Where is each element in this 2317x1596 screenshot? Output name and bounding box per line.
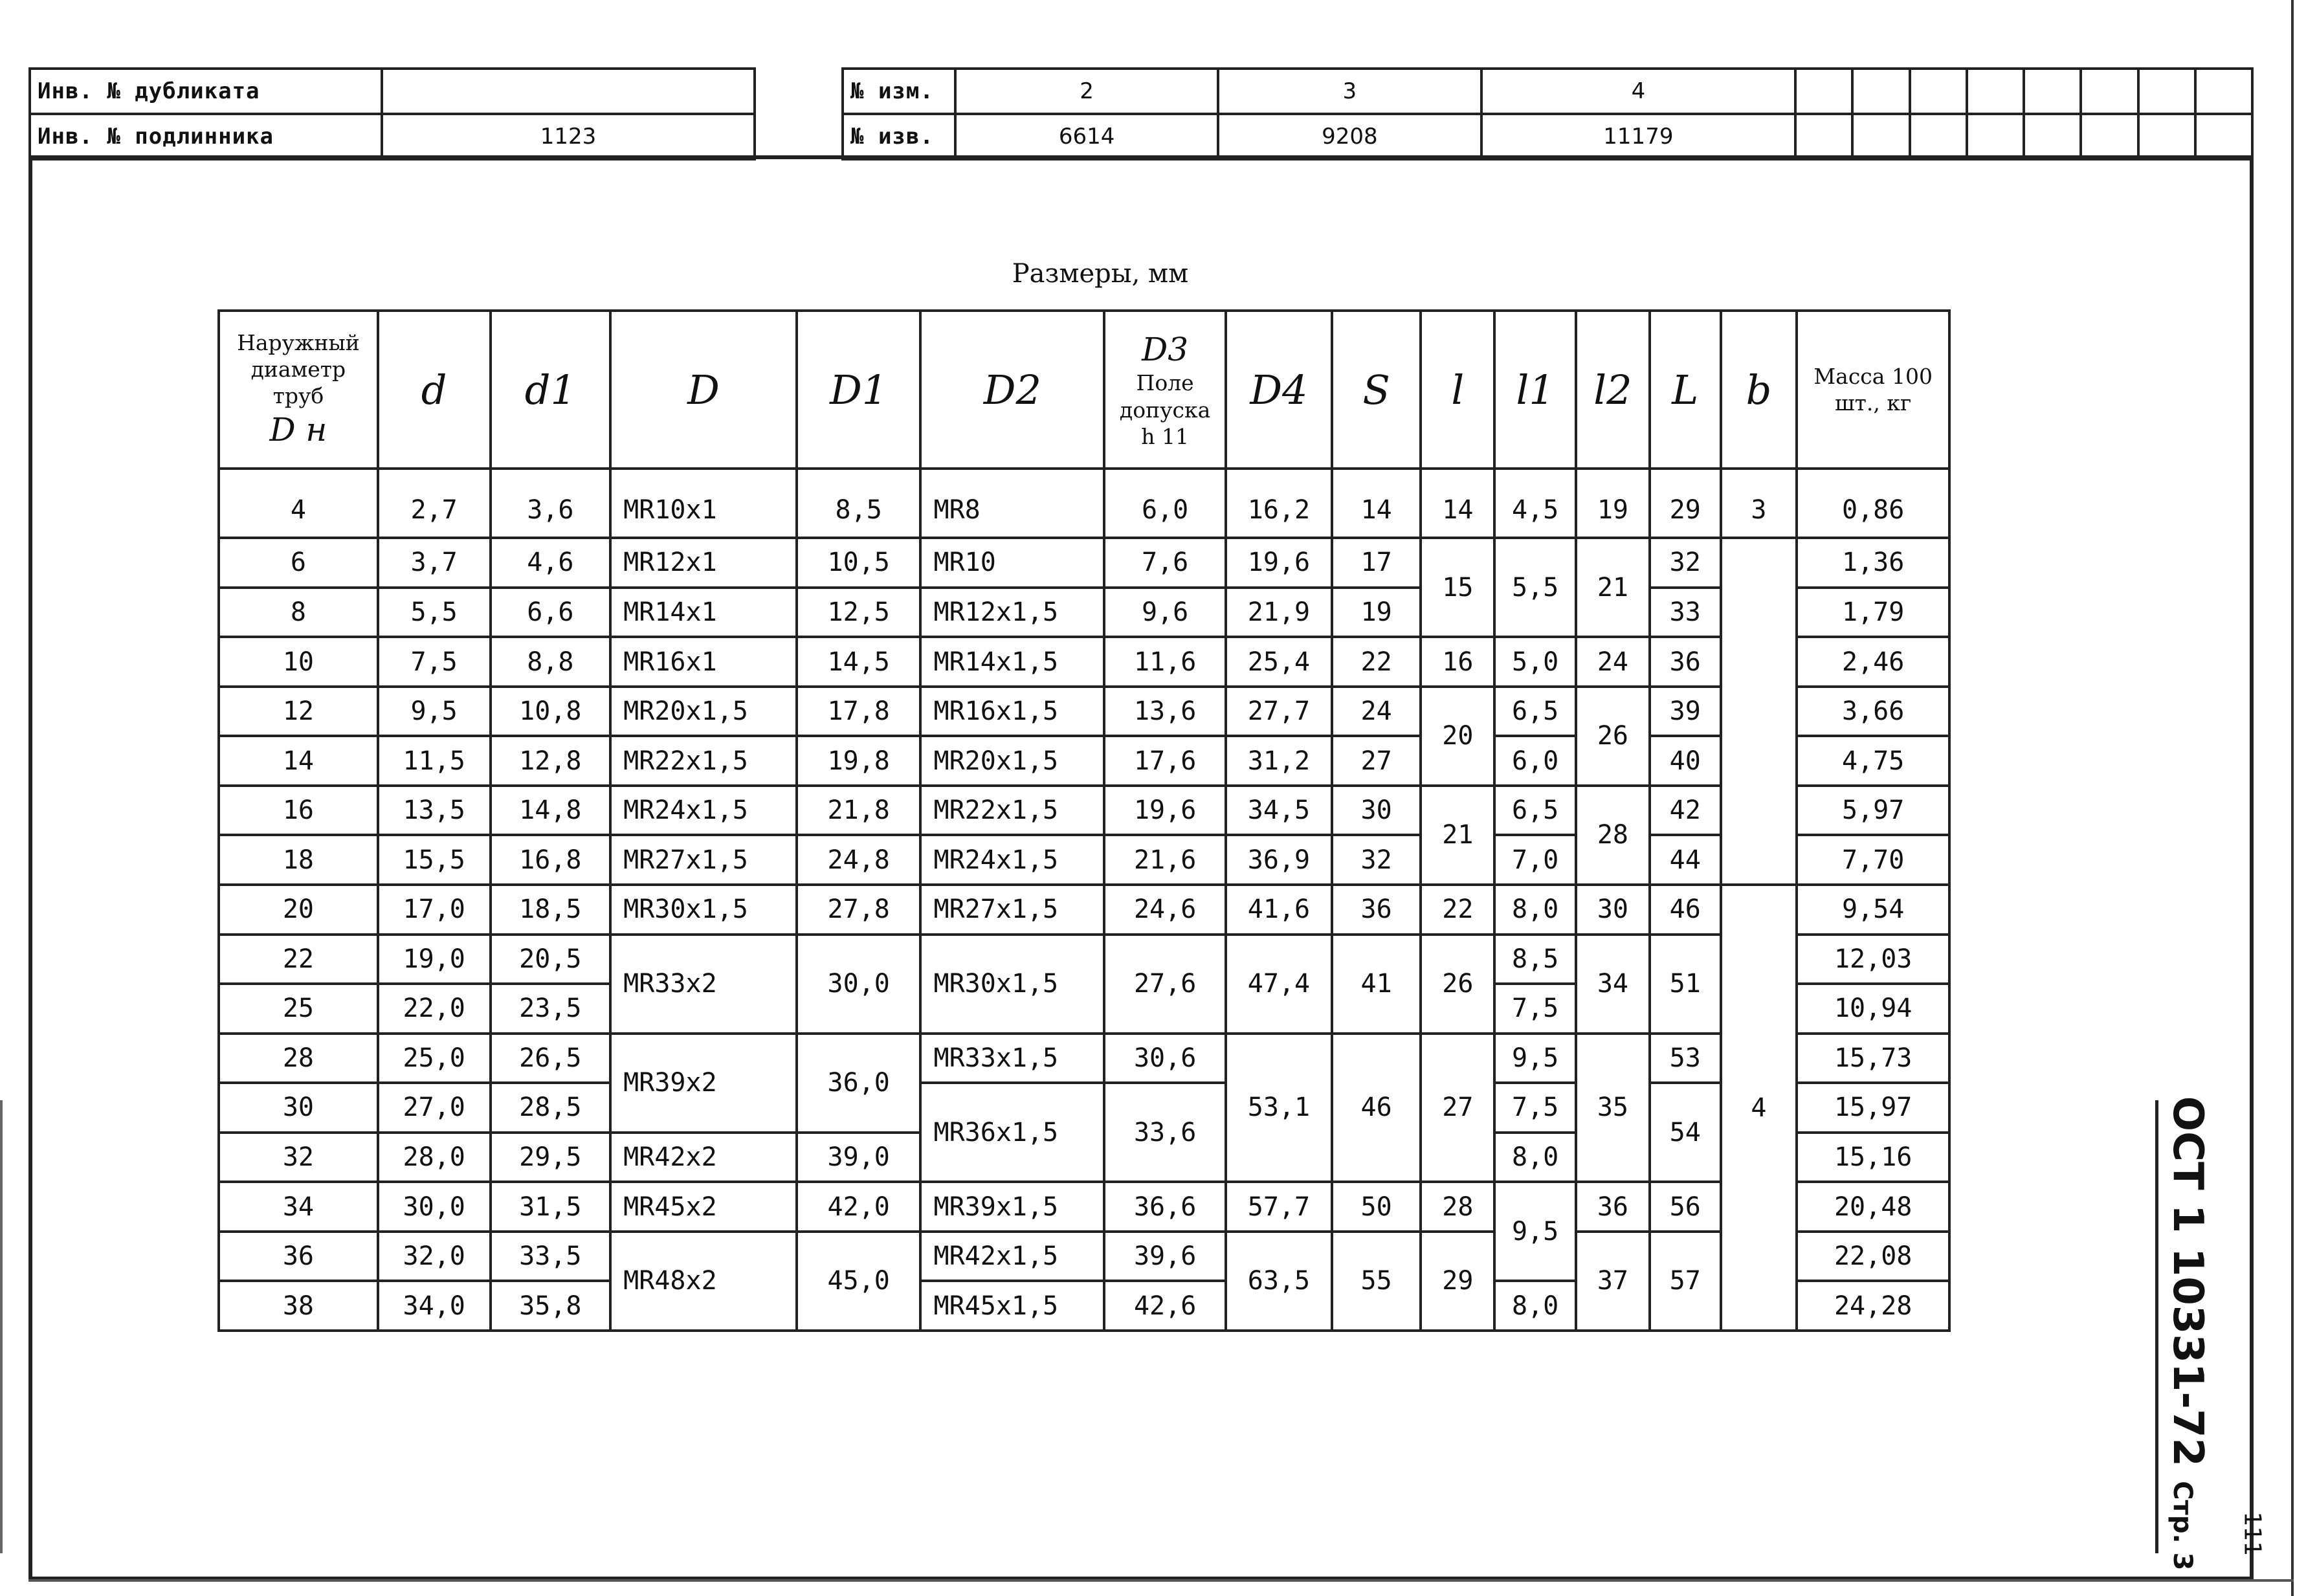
- cell-D2: MR20x1,5: [920, 736, 1104, 786]
- header-mass: Масса 100 шт., кг: [1797, 311, 1949, 469]
- cell-D3: 19,6: [1104, 786, 1226, 836]
- cell-D2: MR45x1,5: [920, 1281, 1104, 1331]
- cell-l2: 30: [1576, 885, 1650, 935]
- cell-dn: 25: [219, 984, 378, 1034]
- cell-D3: 30,6: [1104, 1034, 1226, 1083]
- cell-l2: 21: [1576, 538, 1650, 637]
- cell-l2: 34: [1576, 935, 1650, 1034]
- cell-D2: MR42x1,5: [920, 1232, 1104, 1281]
- cell-l2: 24: [1576, 637, 1650, 687]
- cell-L: 29: [1650, 469, 1721, 538]
- cell-D1: 30,0: [797, 935, 921, 1034]
- cell-d1: 18,5: [491, 885, 611, 935]
- cell-d: 13,5: [378, 786, 491, 836]
- cell-D1: 17,8: [797, 687, 921, 737]
- cell-D3: 7,6: [1104, 538, 1226, 588]
- cell-D1: 12,5: [797, 588, 921, 637]
- cell-L: 33: [1650, 588, 1721, 637]
- cell-dn: 34: [219, 1182, 378, 1232]
- cell-D: MR45x2: [610, 1182, 797, 1232]
- header-l1: l1: [1494, 311, 1576, 469]
- cell-D1: 45,0: [797, 1232, 921, 1331]
- stamp-cell: [2195, 114, 2252, 159]
- cell-l2: 35: [1576, 1034, 1650, 1182]
- table-row: [219, 736, 1949, 786]
- cell-dn: 4: [219, 469, 378, 538]
- cell-mass: 7,70: [1797, 835, 1949, 885]
- cell-d: 27,0: [378, 1083, 491, 1133]
- cell-L: 39: [1650, 687, 1721, 737]
- cell-b: 4: [1721, 885, 1797, 1331]
- cell-D3: 9,6: [1104, 588, 1226, 637]
- cell-D: MR22x1,5: [610, 736, 797, 786]
- cell-d: 28,0: [378, 1133, 491, 1182]
- cell-l: 26: [1421, 935, 1494, 1034]
- table-row: [219, 1182, 1949, 1232]
- cell-d: 15,5: [378, 835, 491, 885]
- cell-l1: 4,5: [1494, 469, 1576, 538]
- cell-dn: 20: [219, 885, 378, 935]
- cell-l1: 8,0: [1494, 1133, 1576, 1182]
- revision-stamp: [841, 67, 2254, 161]
- stamp-cell: 3: [1218, 69, 1481, 114]
- cell-D: MR10x1: [610, 469, 797, 538]
- cell-D3: 21,6: [1104, 835, 1226, 885]
- cell-b: 3: [1721, 469, 1797, 538]
- cell-L: 36: [1650, 637, 1721, 687]
- table-row: [219, 687, 1949, 737]
- stamp-cell: [1795, 69, 1852, 114]
- cell-dn: 8: [219, 588, 378, 637]
- stamp-row: [843, 69, 2252, 114]
- cell-d1: 10,8: [491, 687, 611, 737]
- cell-l: 27: [1421, 1034, 1494, 1182]
- cell-l: 22: [1421, 885, 1494, 935]
- cell-l1: 9,5: [1494, 1182, 1576, 1281]
- table-row: [219, 588, 1949, 637]
- cell-d: 11,5: [378, 736, 491, 786]
- cell-dn: 30: [219, 1083, 378, 1133]
- stamp-cell: [1852, 114, 1909, 159]
- cell-mass: 9,54: [1797, 885, 1949, 935]
- cell-d: 3,7: [378, 538, 491, 588]
- cell-mass: 5,97: [1797, 786, 1949, 836]
- cell-d1: 16,8: [491, 835, 611, 885]
- cell-D4: 34,5: [1226, 786, 1332, 836]
- cell-d: 22,0: [378, 984, 491, 1034]
- stamp-cell: 9208: [1218, 114, 1481, 159]
- cell-S: 19: [1332, 588, 1421, 637]
- stamp-cell: [2081, 69, 2138, 114]
- cell-D2: MR22x1,5: [920, 786, 1104, 836]
- cell-L: 42: [1650, 786, 1721, 836]
- table-row: [219, 786, 1949, 836]
- cell-l1: 5,0: [1494, 637, 1576, 687]
- cell-D2: MR8: [920, 469, 1104, 538]
- cell-l2: 26: [1576, 687, 1650, 786]
- cell-D2: MR24x1,5: [920, 835, 1104, 885]
- cell-mass: 2,46: [1797, 637, 1949, 687]
- cell-l2: 37: [1576, 1232, 1650, 1331]
- cell-S: 14: [1332, 469, 1421, 538]
- stamp-label: № изв.: [843, 114, 955, 159]
- cell-D: MR12x1: [610, 538, 797, 588]
- stamp-row: [843, 114, 2252, 159]
- cell-l: 16: [1421, 637, 1494, 687]
- cell-L: 56: [1650, 1182, 1721, 1232]
- cell-D: MR27x1,5: [610, 835, 797, 885]
- cell-D1: 27,8: [797, 885, 921, 935]
- cell-l1: 7,5: [1494, 984, 1576, 1034]
- header-text: Поле допуска: [1119, 370, 1211, 423]
- cell-d1: 23,5: [491, 984, 611, 1034]
- cell-l1: 6,5: [1494, 786, 1576, 836]
- cell-dn: 16: [219, 786, 378, 836]
- cell-d1: 29,5: [491, 1133, 611, 1182]
- stamp-cell: 2: [955, 69, 1218, 114]
- header-L: L: [1650, 311, 1721, 469]
- cell-dn: 6: [219, 538, 378, 588]
- cell-l1: 8,5: [1494, 935, 1576, 984]
- cell-D4: 57,7: [1226, 1182, 1332, 1232]
- page-label: Стр. 3: [2167, 1481, 2197, 1571]
- cell-D2: MR16x1,5: [920, 687, 1104, 737]
- cell-d1: 14,8: [491, 786, 611, 836]
- header-S: S: [1332, 311, 1421, 469]
- cell-L: 46: [1650, 885, 1721, 935]
- cell-mass: 1,36: [1797, 538, 1949, 588]
- cell-L: 53: [1650, 1034, 1721, 1083]
- cell-D3: 24,6: [1104, 885, 1226, 935]
- cell-S: 22: [1332, 637, 1421, 687]
- cell-l1: 7,0: [1494, 835, 1576, 885]
- cell-S: 17: [1332, 538, 1421, 588]
- cell-D1: 14,5: [797, 637, 921, 687]
- cell-l1: 6,5: [1494, 687, 1576, 737]
- stamp-cell: [2081, 114, 2138, 159]
- cell-D1: 19,8: [797, 736, 921, 786]
- stamp-row: [30, 69, 755, 114]
- cell-D3: 33,6: [1104, 1083, 1226, 1182]
- cell-S: 32: [1332, 835, 1421, 885]
- cell-l2: 36: [1576, 1182, 1650, 1232]
- cell-d: 32,0: [378, 1232, 491, 1281]
- cell-D2: MR39x1,5: [920, 1182, 1104, 1232]
- header-text: Наружный диаметр труб: [237, 329, 360, 409]
- cell-l1: 6,0: [1494, 736, 1576, 786]
- cell-mass: 1,79: [1797, 588, 1949, 637]
- cell-dn: 28: [219, 1034, 378, 1083]
- header-row: [219, 311, 1949, 469]
- header-d: d: [378, 311, 491, 469]
- table-row: [219, 935, 1949, 984]
- cell-L: 57: [1650, 1232, 1721, 1331]
- cell-D3: 11,6: [1104, 637, 1226, 687]
- table-row: [219, 1232, 1949, 1281]
- cell-D: MR30x1,5: [610, 885, 797, 935]
- cell-D: MR14x1: [610, 588, 797, 637]
- cell-d: 34,0: [378, 1281, 491, 1331]
- table-row: [219, 538, 1949, 588]
- header-text: h 11: [1141, 423, 1189, 449]
- cell-D: MR20x1,5: [610, 687, 797, 737]
- cell-d: 9,5: [378, 687, 491, 737]
- inventory-stamp: [28, 67, 756, 161]
- stamp-label: Инв. № подлинника: [30, 114, 382, 159]
- header-D: D: [610, 311, 797, 469]
- cell-D3: 13,6: [1104, 687, 1226, 737]
- cell-mass: 15,97: [1797, 1083, 1949, 1133]
- cell-l: 20: [1421, 687, 1494, 786]
- cell-dn: 12: [219, 687, 378, 737]
- cell-l: 15: [1421, 538, 1494, 637]
- cell-L: 44: [1650, 835, 1721, 885]
- cell-dn: 22: [219, 935, 378, 984]
- cell-S: 36: [1332, 885, 1421, 935]
- cell-D2: MR12x1,5: [920, 588, 1104, 637]
- stamp-cell: [2138, 69, 2195, 114]
- stamp-cell: 11179: [1481, 114, 1796, 159]
- cell-mass: 3,66: [1797, 687, 1949, 737]
- bottom-border-line: [28, 1579, 2294, 1582]
- cell-l1: 5,5: [1494, 538, 1576, 637]
- cell-l1: 8,0: [1494, 885, 1576, 935]
- cell-d: 2,7: [378, 469, 491, 538]
- cell-dn: 14: [219, 736, 378, 786]
- cell-dn: 38: [219, 1281, 378, 1331]
- cell-D2: MR14x1,5: [920, 637, 1104, 687]
- cell-l: 28: [1421, 1182, 1494, 1232]
- cell-l: 14: [1421, 469, 1494, 538]
- document-code: [2164, 1096, 2212, 1571]
- cell-S: 24: [1332, 687, 1421, 737]
- cell-l: 21: [1421, 786, 1494, 885]
- stamp-cell: [2195, 69, 2252, 114]
- header-D4: D4: [1226, 311, 1332, 469]
- cell-D4: 36,9: [1226, 835, 1332, 885]
- stamp-cell: 6614: [955, 114, 1218, 159]
- header-D2: D2: [920, 311, 1104, 469]
- stamp-value: 1123: [382, 114, 755, 159]
- cell-D2: MR30x1,5: [920, 935, 1104, 1034]
- cell-D3: 39,6: [1104, 1232, 1226, 1281]
- stamp-cell: [1910, 69, 1967, 114]
- cell-D1: 39,0: [797, 1133, 921, 1182]
- cell-d1: 35,8: [491, 1281, 611, 1331]
- cell-D3: 36,6: [1104, 1182, 1226, 1232]
- cell-D1: 36,0: [797, 1034, 921, 1133]
- cell-D2: MR27x1,5: [920, 885, 1104, 935]
- cell-D: MR24x1,5: [610, 786, 797, 836]
- cell-L: 51: [1650, 935, 1721, 1034]
- cell-D1: 24,8: [797, 835, 921, 885]
- cell-D4: 16,2: [1226, 469, 1332, 538]
- cell-D4: 25,4: [1226, 637, 1332, 687]
- cell-d1: 12,8: [491, 736, 611, 786]
- cell-dn: 10: [219, 637, 378, 687]
- cell-mass: 4,75: [1797, 736, 1949, 786]
- header-l2: l2: [1576, 311, 1650, 469]
- cell-d: 17,0: [378, 885, 491, 935]
- cell-D: MR33x2: [610, 935, 797, 1034]
- cell-l1: 7,5: [1494, 1083, 1576, 1133]
- cell-dn: 18: [219, 835, 378, 885]
- stamp-cell: [1967, 114, 2024, 159]
- cell-mass: 24,28: [1797, 1281, 1949, 1331]
- table-row: [219, 835, 1949, 885]
- cell-D4: 53,1: [1226, 1034, 1332, 1182]
- table-caption: Размеры, мм: [1012, 259, 1189, 289]
- cell-d1: 33,5: [491, 1232, 611, 1281]
- header-outer-diameter: [219, 311, 378, 469]
- cell-mass: 15,16: [1797, 1133, 1949, 1182]
- cell-S: 46: [1332, 1034, 1421, 1182]
- cell-d: 30,0: [378, 1182, 491, 1232]
- cell-D3: 6,0: [1104, 469, 1226, 538]
- header-symbol: D3: [1142, 330, 1189, 368]
- document-code-block: [2155, 1096, 2217, 1571]
- cell-mass: 20,48: [1797, 1182, 1949, 1232]
- cell-D: MR42x2: [610, 1133, 797, 1182]
- cell-D: MR16x1: [610, 637, 797, 687]
- cell-l: 29: [1421, 1232, 1494, 1331]
- cell-L: 54: [1650, 1083, 1721, 1182]
- table-row: [219, 1083, 1949, 1133]
- cell-D1: 42,0: [797, 1182, 921, 1232]
- cell-l2: 28: [1576, 786, 1650, 885]
- cell-D3: 17,6: [1104, 736, 1226, 786]
- cell-S: 55: [1332, 1232, 1421, 1331]
- header-d1: d1: [491, 311, 611, 469]
- stamp-value: [382, 69, 755, 114]
- stamp-cell: [2024, 69, 2081, 114]
- stamp-cell: [1967, 69, 2024, 114]
- cell-D4: 63,5: [1226, 1232, 1332, 1331]
- cell-D1: 8,5: [797, 469, 921, 538]
- table-row: [219, 469, 1949, 538]
- cell-D3: 27,6: [1104, 935, 1226, 1034]
- cell-D4: 27,7: [1226, 687, 1332, 737]
- stamp-cell: [1910, 114, 1967, 159]
- cell-d: 25,0: [378, 1034, 491, 1083]
- cell-l2: 19: [1576, 469, 1650, 538]
- cell-d1: 20,5: [491, 935, 611, 984]
- table-row: [219, 885, 1949, 935]
- cell-l1: 9,5: [1494, 1034, 1576, 1083]
- header-l: l: [1421, 311, 1494, 469]
- cell-S: 50: [1332, 1182, 1421, 1232]
- cell-D2: MR36x1,5: [920, 1083, 1104, 1182]
- cell-D1: 10,5: [797, 538, 921, 588]
- cell-dn: 32: [219, 1133, 378, 1182]
- cell-d1: 26,5: [491, 1034, 611, 1083]
- cell-D4: 41,6: [1226, 885, 1332, 935]
- cell-b: [1721, 538, 1797, 885]
- cell-d1: 3,6: [491, 469, 611, 538]
- standard-code: ОСТ 1 10331-72: [2164, 1096, 2212, 1467]
- stamp-label: № изм.: [843, 69, 955, 114]
- stamp-cell: [1852, 69, 1909, 114]
- cell-S: 30: [1332, 786, 1421, 836]
- header-b: b: [1721, 311, 1797, 469]
- header-D3: [1104, 311, 1226, 469]
- cell-dn: 36: [219, 1232, 378, 1281]
- cell-D2: MR33x1,5: [920, 1034, 1104, 1083]
- cell-mass: 10,94: [1797, 984, 1949, 1034]
- cell-D3: 42,6: [1104, 1281, 1226, 1331]
- cell-L: 40: [1650, 736, 1721, 786]
- header-D1: D1: [797, 311, 921, 469]
- dimensions-table: [217, 309, 1951, 1332]
- cell-d: 19,0: [378, 935, 491, 984]
- cell-d: 5,5: [378, 588, 491, 637]
- stamp-cell: [1795, 114, 1852, 159]
- stamp-row: [30, 114, 755, 159]
- cell-D1: 21,8: [797, 786, 921, 836]
- cell-d1: 6,6: [491, 588, 611, 637]
- header-symbol: D н: [269, 410, 327, 449]
- left-margin-line: [0, 1100, 3, 1553]
- cell-S: 27: [1332, 736, 1421, 786]
- cell-l1: 8,0: [1494, 1281, 1576, 1331]
- cell-mass: 22,08: [1797, 1232, 1949, 1281]
- cell-S: 41: [1332, 935, 1421, 1034]
- cell-D4: 31,2: [1226, 736, 1332, 786]
- page-number: 111: [2239, 1511, 2266, 1557]
- cell-d: 7,5: [378, 637, 491, 687]
- cell-mass: 0,86: [1797, 469, 1949, 538]
- cell-D: MR39x2: [610, 1034, 797, 1133]
- right-border-line: [2291, 0, 2294, 1596]
- cell-L: 32: [1650, 538, 1721, 588]
- table-row: [219, 1034, 1949, 1083]
- cell-d1: 4,6: [491, 538, 611, 588]
- cell-d1: 8,8: [491, 637, 611, 687]
- cell-D2: MR10: [920, 538, 1104, 588]
- stamp-cell: [2138, 114, 2195, 159]
- stamp-cell: 4: [1481, 69, 1796, 114]
- cell-d1: 28,5: [491, 1083, 611, 1133]
- table-row: [219, 637, 1949, 687]
- cell-D4: 21,9: [1226, 588, 1332, 637]
- cell-D: MR48x2: [610, 1232, 797, 1331]
- cell-mass: 12,03: [1797, 935, 1949, 984]
- cell-D4: 19,6: [1226, 538, 1332, 588]
- cell-d1: 31,5: [491, 1182, 611, 1232]
- cell-D4: 47,4: [1226, 935, 1332, 1034]
- cell-mass: 15,73: [1797, 1034, 1949, 1083]
- stamp-cell: [2024, 114, 2081, 159]
- stamp-label: Инв. № дубликата: [30, 69, 382, 114]
